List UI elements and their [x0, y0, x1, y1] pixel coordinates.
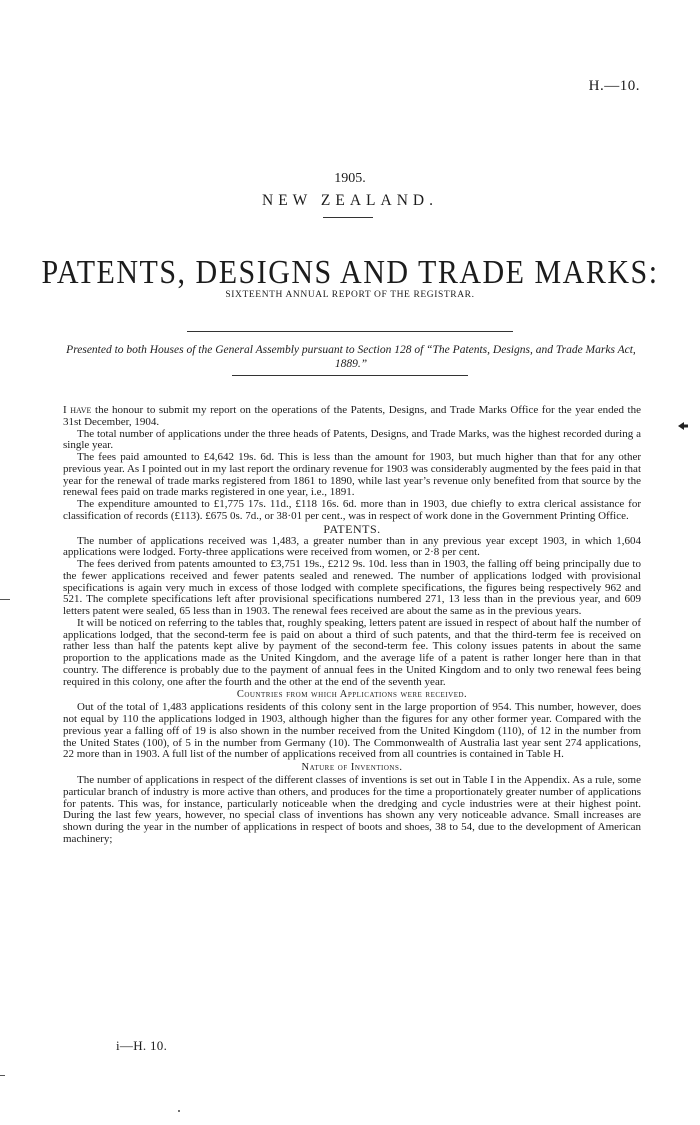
- margin-dot: [178, 1110, 180, 1112]
- applications-paragraph: The total number of applications under the three heads of Patents, Designs, and Trade Marks, was the highest recorded during a single year.: [63, 427, 641, 452]
- page-title: PATENTS, DESIGNS AND TRADE MARKS:: [41, 253, 659, 291]
- patents-fees-paragraph: The fees derived from patents amounted to £3,751 19s., £212 9s. 10d. less than in 1903, the falling off being principally due to the fewer applications received and fewer patents sealed and renewed. The number of applications lodged with provisional specifications is again very much in excess of those lodged with complete specifications, the figures being respectively 962 and 521. The complete specifications left after provisional specifications numbered 271, 13 less than in the previous year, and 609 letters patent were sealed, 65 less than in 1903. The renewal fees received are about the same as in the previous years.: [63, 558, 641, 617]
- divider-top: [187, 331, 513, 332]
- opening-paragraph: [63, 405, 641, 429]
- presentation-note: Presented to both Houses of the General Assembly pursuant to Section 128 of “The Patents, Designs, and Trade Marks Act, 1889.”: [66, 344, 636, 370]
- pointer-hand-icon: [677, 421, 689, 434]
- document-reference: H.—10.: [588, 78, 640, 94]
- report-subtitle: SIXTEENTH ANNUAL REPORT OF THE REGISTRAR.: [225, 290, 475, 300]
- report-body: [63, 405, 641, 846]
- margin-dash-mark-lower: [0, 1075, 5, 1076]
- margin-dash-mark: [0, 599, 10, 600]
- patents-heading: PATENTS.: [323, 521, 381, 536]
- opening-text: the honour to submit my report on the operations of the Patents, Designs, and Trade Marks Office for the year ended the 31st December, 1904.: [63, 404, 641, 428]
- opening-lead: I have: [63, 404, 92, 416]
- divider-bottom: [232, 375, 468, 376]
- countries-heading: Countries from which Applications were received.: [236, 689, 468, 701]
- pointer-hand-icon-svg: [677, 421, 689, 431]
- expenditure-paragraph: The expenditure amounted to £1,775 17s. 11d., £118 16s. 6d. more than in 1903, due chiefly to extra clerical assistance for classification of records (£113). £675 0s. 7d., or 38·01 per cent., was in respect of work done in the Government Printing Office.: [63, 498, 641, 522]
- inventions-paragraph: The number of applications in respect of the different classes of inventions is set out in Table I in the Appendix. As a rule, some particular branch of industry is more active than others, and produces for the time a proportionately greater number of applications for patents. This was, for instance, particularly noticeable when the dredging and cycle industries were at their highest point. During the last few years, however, no special class of inventions has shown any very noticeable advance. Small increases are shown during the year in the number of applications in respect of boots and shoes, 38 to 54, due to the development of American machinery;: [63, 774, 641, 845]
- country-underline: [323, 217, 373, 218]
- countries-paragraph: Out of the total of 1,483 applications residents of this colony sent in the large proportion of 954. This number, however, does not equal by 110 the applications lodged in 1903, although higher than the figures for any other former year. Compared with the previous year a falling off of 19 is also shown in the number received from the United Kingdom (110), of 12 in the number from the United States (100), of 5 in the number from Germany (10). The Commonwealth of Australia last year sent 274 applications, 22 more than in 1903. A full list of the number of applications received from all countries is contained in Table H.: [63, 701, 641, 761]
- country-name: NEW ZEALAND.: [262, 192, 438, 209]
- inventions-heading: Nature of Inventions.: [301, 762, 403, 773]
- report-year: 1905.: [334, 171, 366, 186]
- fees-paragraph: The fees paid amounted to £4,642 19s. 6d. This is less than the amount for 1903, but much higher than that for any other previous year. As I pointed out in my last report the ordinary revenue for 1903 was considerably augmented by the fees paid in that year for the renewal of trade marks registered from 1861 to 1890, while last year’s revenue only benefited from that source by the renewal fees paid on trade marks registered in one year, i.e., 1891.: [63, 451, 641, 499]
- patents-received-paragraph: The number of applications received was 1,483, a greater number than in any previous year except 1903, in which 1,604 applications were lodged. Forty-three applications were received from women, or 2·8 per cent.: [63, 534, 641, 559]
- patents-tables-paragraph: It will be noticed on referring to the tables that, roughly speaking, letters patent are issued in respect of about half the number of applications lodged, that the second-term fee is paid on about a third of such patents, and that the third-term fee is received on rather less than half the patents kept alive by payment of the second-term fee. This colony issues patents in about the same proportion to the applications made as the United Kingdom, and the average life of a patent is rather longer here than in that country. The difference is probably due to the payment of annual fees in the United Kingdom and to only two renewal fees being required in this colony, one after the fourth and the other at the end of the seventh year.: [63, 616, 641, 688]
- signature-mark: i—H. 10.: [116, 1038, 168, 1053]
